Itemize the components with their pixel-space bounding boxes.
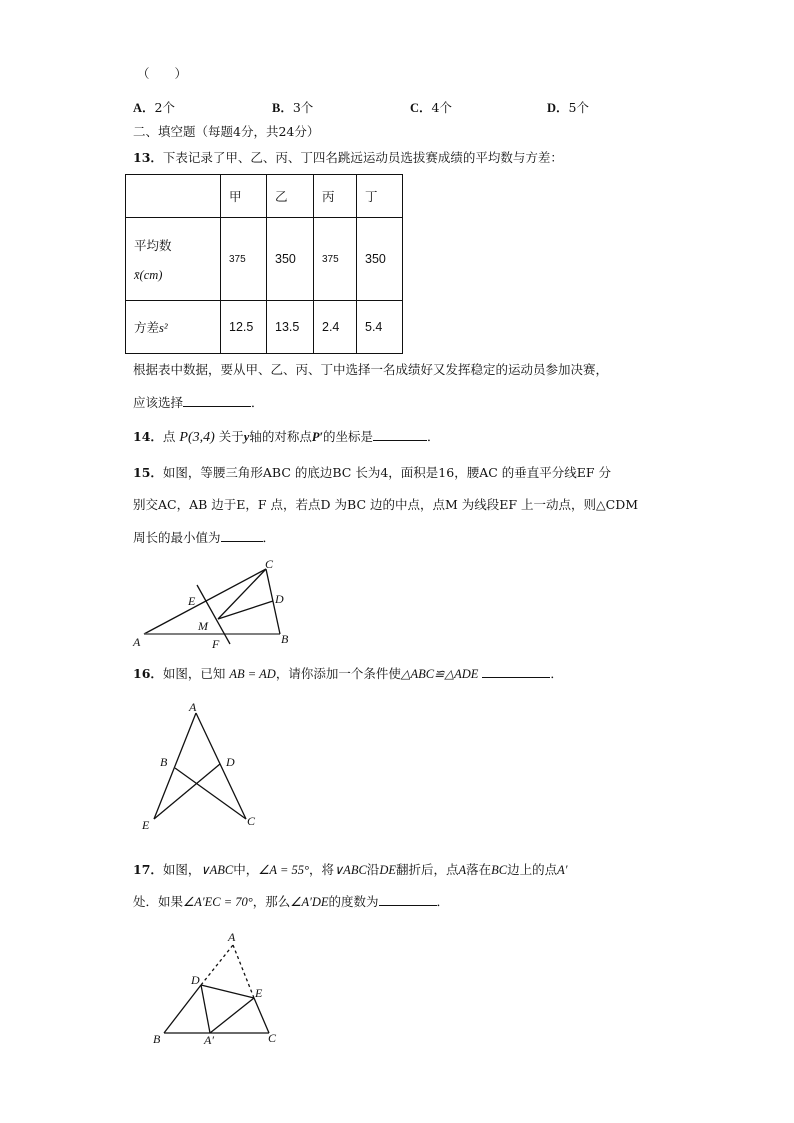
table-header-cell: 甲 [221, 175, 267, 218]
option-label: A． [133, 101, 155, 115]
question-text: ，将 [309, 862, 335, 877]
table-cell: 13.5 [267, 301, 314, 354]
row-label-line1: 平均数 [134, 238, 172, 253]
question-text: 周长的最小值为 [133, 530, 221, 545]
question-text: 翻折后，点 [395, 862, 459, 877]
question-end: ． [550, 666, 563, 681]
question-end: ． [436, 894, 450, 909]
question-number: 14． [133, 429, 163, 444]
row-label-line2: x̄(cm) [134, 267, 163, 282]
math-segment: DE [379, 863, 396, 877]
math-axis: y [243, 430, 250, 444]
label-b: B [153, 1032, 161, 1046]
math-angle: ∠A = 55° [258, 863, 310, 877]
question-text: 点 [162, 429, 176, 444]
question-text: 中， [233, 862, 259, 877]
math-point: A′ [557, 863, 568, 877]
question-number: 15． [133, 465, 163, 480]
math-triangle: ∨ABC [334, 863, 367, 877]
label-c: C [247, 814, 256, 828]
question-text: 下表记录了甲、乙、丙、丁四名跳远运动员选拔赛成绩的平均数与方差： [162, 150, 563, 165]
label-e: E [142, 818, 150, 832]
label-c: C [268, 1031, 277, 1045]
question-number: 13． [133, 150, 163, 165]
label-d: D [191, 973, 200, 987]
table-cell: 350 [267, 218, 314, 301]
label-m: M [198, 619, 208, 633]
question-text: 轴的对称点 [249, 429, 312, 444]
question-text: 关于 [218, 429, 244, 444]
question-text: 落在 [466, 862, 492, 877]
option-label: B． [272, 101, 293, 115]
option-label: D． [547, 101, 569, 115]
math-segment: BC [491, 863, 508, 877]
answer-paren: （ ） [137, 66, 188, 81]
question-text: 处．如果 [133, 894, 184, 909]
q15-line2: 别交AC，AB 边于E，F 点，若点D 为BC 边的中点，点M 为线段EF 上一动点，则△CDM [133, 497, 639, 512]
table-cell: 375 [314, 218, 357, 301]
question-number: 16． [133, 666, 163, 681]
question-text: ，那么 [252, 894, 291, 909]
table-cell: 2.4 [314, 301, 357, 354]
option-text: 2个 [154, 100, 175, 115]
label-d: D [275, 592, 284, 606]
question-end: ． [427, 429, 440, 444]
question-end: ． [251, 395, 264, 410]
table-cell: 5.4 [357, 301, 403, 354]
question-text: 应该选择 [133, 395, 184, 410]
option-text: 3个 [292, 100, 314, 115]
row-label-line2: s² [159, 321, 168, 335]
question-number: 17． [133, 862, 163, 877]
label-a: A [133, 635, 141, 649]
question-text: 沿 [366, 862, 380, 877]
table-cell: 375 [221, 218, 267, 301]
table-cell: 350 [357, 218, 403, 301]
question-text: 的度数为 [328, 894, 379, 909]
math-congruence: △ABC≌△ADE [400, 667, 479, 681]
question-text: ，请你添加一个条件使 [275, 666, 401, 681]
table-header-cell: 丙 [314, 175, 357, 218]
math-angle: ∠A′DE [290, 895, 329, 909]
label-b: B [160, 755, 168, 769]
label-f: F [212, 637, 220, 651]
section-title: 二、填空题（每题4分，共24分） [133, 124, 320, 139]
question-text: 如图，等腰三角形ABC 的底边BC 长为4，面积是16，腰AC 的垂直平分线EF 分 [162, 465, 612, 480]
question-end: ． [262, 530, 276, 545]
label-e: E [188, 594, 196, 608]
label-a-prime: A′ [204, 1033, 214, 1047]
label-c: C [265, 557, 274, 571]
option-label: C． [410, 101, 432, 115]
question-text: 边上的点 [507, 862, 558, 877]
math-condition: AB = AD [229, 667, 276, 681]
math-point: P′ [311, 430, 324, 444]
question-text: 如图， [162, 862, 201, 877]
table-header-cell: 丁 [357, 175, 403, 218]
label-b: B [281, 632, 289, 646]
q13-follow-line1: 根据表中数据，要从甲、乙、丙、丁中选择一名成绩好又发挥稳定的运动员参加决赛， [133, 362, 609, 377]
math-triangle: ∨ABC [200, 863, 234, 877]
label-a: A [189, 700, 197, 714]
row-label-line1: 方差 [134, 321, 160, 335]
label-e: E [255, 986, 263, 1000]
label-d: D [226, 755, 235, 769]
question-text: 的坐标是 [323, 429, 374, 444]
math-angle: ∠A′EC = 70° [183, 895, 253, 909]
math-point: A [458, 863, 467, 877]
option-text: 5个 [568, 100, 589, 115]
table-cell: 12.5 [221, 301, 267, 354]
table-header-cell: 乙 [267, 175, 314, 218]
question-text: 如图，已知 [162, 666, 226, 681]
option-text: 4个 [431, 100, 452, 115]
math-point: P(3,4) [179, 430, 215, 445]
label-a: A [228, 930, 236, 944]
